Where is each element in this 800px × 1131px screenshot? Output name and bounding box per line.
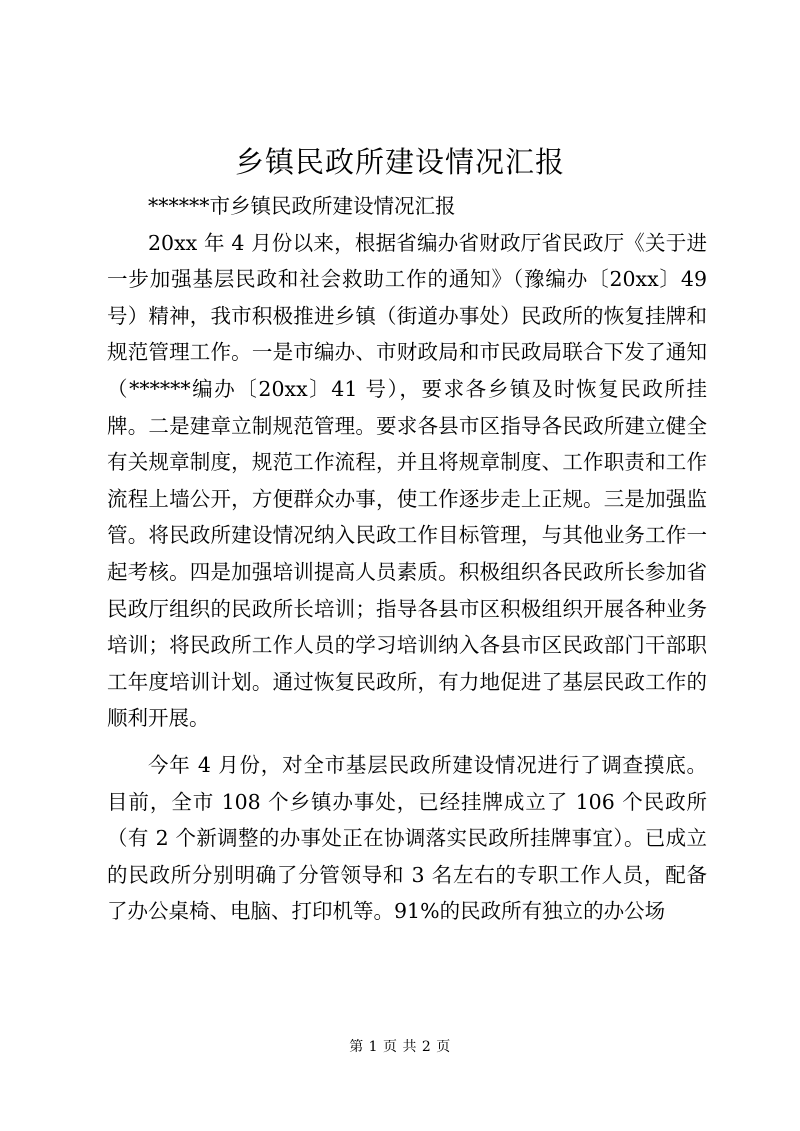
paragraph-2: 今年 4 月份，对全市基层民政所建设情况进行了调查摸底。目前，全市 108 个乡镇办事处，已经挂牌成立了 106 个民政所（有 2 个新调整的办事处正在协调落实民政所挂牌事宜）。已成立的民政所分别明确了分管领导和 3 名左右的专职工作人员，配备了办公桌椅、电脑、打印机等。91%的民政所有独立的办公场 <box>107 752 707 924</box>
document-body <box>107 188 707 930</box>
document-title: 乡镇民政所建设情况汇报 <box>234 145 565 179</box>
paragraph-1: 20xx 年 4 月份以来，根据省编办省财政厅省民政厅《关于进一步加强基层民政和社会救助工作的通知》（豫编办〔20xx〕49 号）精神，我市积极推进乡镇（街道办事处）民政所的恢复挂牌和规范管理工作。一是市编办、市财政局和市民政局联合下发了通知（******编办〔20xx〕41 号），要求各乡镇及时恢复民政所挂牌。二是建章立制规范管理。要求各县市区指导各民政所建立健全有关规章制度，规范工作流程，并且将规章制度、工作职责和工作流程上墙公开，方便群众办事，使工作逐步走上正规。三是加强监管。将民政所建设情况纳入民政工作目标管理，与其他业务工作一起考核。四是加强培训提高人员素质。积极组织各民政所长参加省民政厅组织的民政所长培训；指导各县市区积极组织开展各种业务培训；将民政所工作人员的学习培训纳入各县市区民政部门干部职工年度培训计划。通过恢复民政所，有力地促进了基层民政工作的顺利开展。 <box>107 230 707 731</box>
paragraph-heading: ******市乡镇民政所建设情况汇报 <box>148 194 456 218</box>
page-number: 第 1 页 共 2 页 <box>349 1039 451 1055</box>
